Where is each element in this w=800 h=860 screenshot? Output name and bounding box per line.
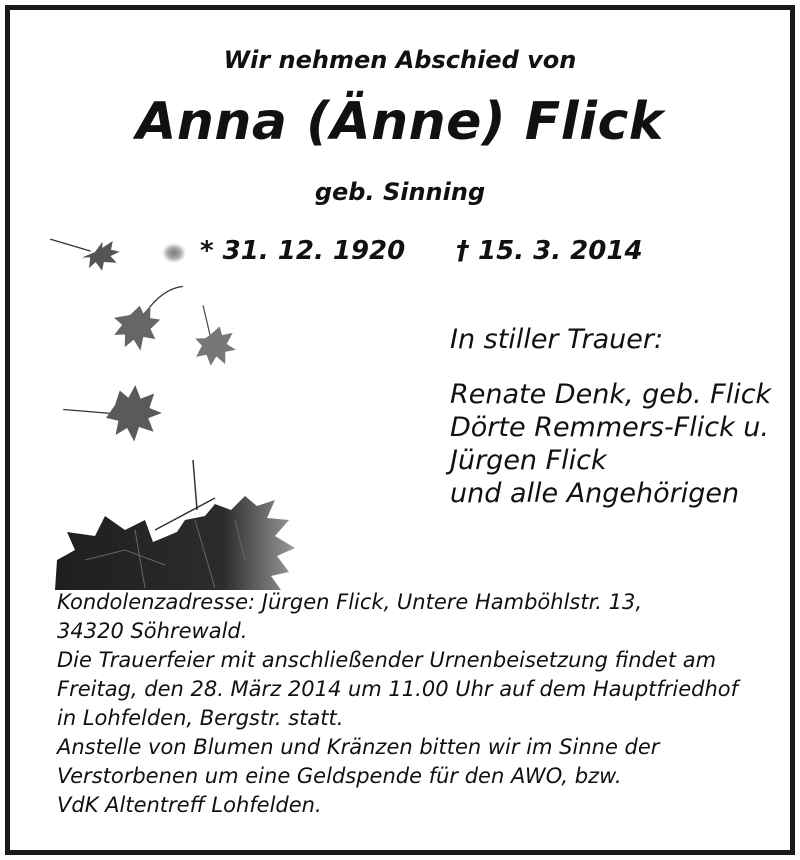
mourning-heading: In stiller Trauer: bbox=[450, 324, 664, 355]
details-line: Die Trauerfeier mit anschließender Urnenbeisetzung findet am bbox=[57, 648, 717, 672]
death-date: † 15. 3. 2014 bbox=[456, 236, 643, 266]
details-line: Kondolenzadresse: Jürgen Flick, Untere Hamböhlstr. 13, bbox=[57, 590, 643, 614]
mourner-name: und alle Angehörigen bbox=[450, 478, 740, 509]
mourners-list bbox=[450, 378, 771, 510]
intro-line: Wir nehmen Abschied von bbox=[223, 46, 577, 74]
mourner-name: Renate Denk, geb. Flick bbox=[450, 379, 772, 410]
birth-date: * 31. 12. 1920 bbox=[200, 236, 406, 266]
details-line: Freitag, den 28. März 2014 um 11.00 Uhr auf dem Hauptfriedhof bbox=[57, 677, 739, 701]
mourner-name: Jürgen Flick bbox=[450, 445, 607, 476]
maiden-name: geb. Sinning bbox=[314, 178, 486, 206]
falling-autumn-leaves-icon bbox=[45, 220, 295, 590]
mourner-name: Dörte Remmers-Flick u. bbox=[450, 412, 769, 443]
details-line: 34320 Söhrewald. bbox=[57, 619, 248, 643]
details-line: in Lohfelden, Bergstr. statt. bbox=[57, 706, 344, 730]
details-line: Verstorbenen um eine Geldspende für den AWO, bzw. bbox=[57, 764, 622, 788]
details-paragraph bbox=[57, 588, 738, 820]
obituary-notice bbox=[5, 5, 795, 855]
deceased-name: Anna (Änne) Flick bbox=[136, 92, 664, 152]
details-line: Anstelle von Blumen und Kränzen bitten wir im Sinne der bbox=[57, 735, 660, 759]
details-line: VdK Altentreff Lohfelden. bbox=[57, 793, 322, 817]
